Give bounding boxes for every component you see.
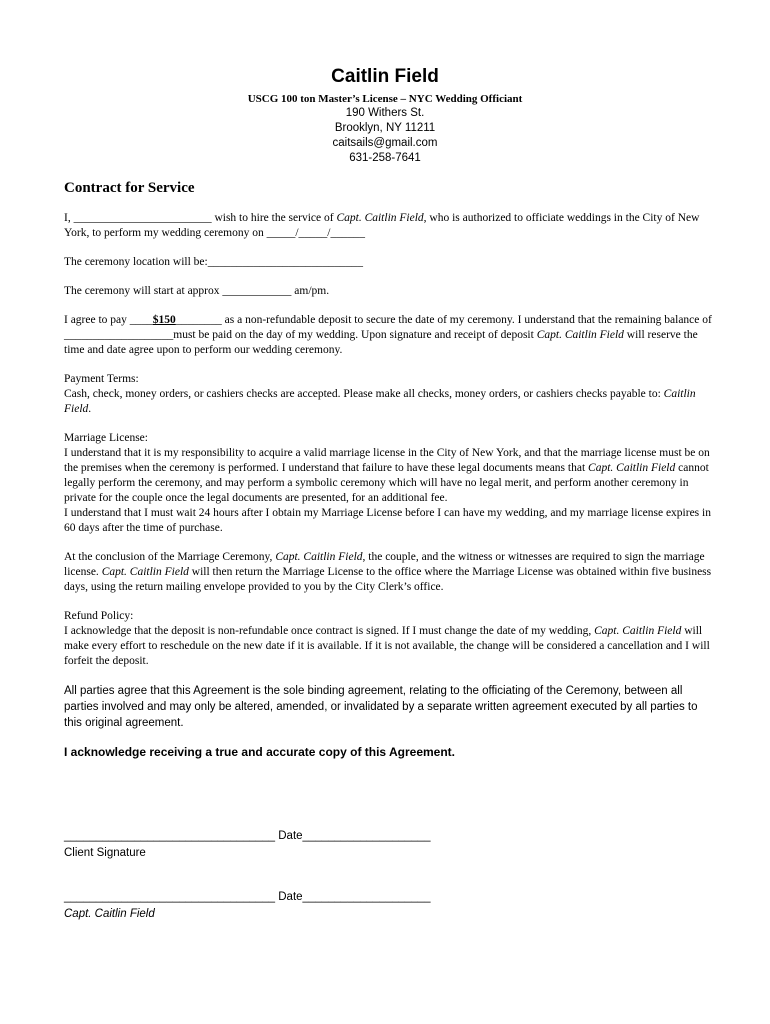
marriage-license-heading: Marriage License:	[64, 432, 148, 444]
refund-text-2: will make every effort to reschedule on the new date if it is available. If it is not available, the change will be considered a cancellation and I will forfeit the deposit.	[64, 625, 710, 667]
payee-name: Caitlin Field	[64, 388, 696, 415]
deposit-text-2: ________ as a non-refundable deposit to secure the date of my ceremony. I understand that the remaining balance of ___________________must be paid on the day of my wedding. Upon signature and receipt of deposit	[64, 314, 712, 341]
payment-text-1: Cash, check, money orders, or cashiers checks are accepted. Please make all checks, money orders, or cashiers checks payable to:	[64, 388, 664, 400]
acknowledgement-line: I acknowledge receiving a true and accurate copy of this Agreement.	[64, 745, 456, 759]
license-text-3: I understand that I must wait 24 hours after I obtain my Marriage License before I can have my wedding, and my marriage license expires in 60 days after the time of purchase.	[64, 507, 711, 534]
conclusion-text-3: will then return the Marriage License to the office where the Marriage License was obtained within five business days, using the return mailing envelope provided to you by the City Clerk’s office.	[64, 566, 712, 593]
deposit-text-1: I agree to pay ____	[64, 314, 153, 326]
intro-paragraph	[64, 211, 714, 241]
officiant-name-ref: Capt. Caitlin Field	[101, 566, 189, 578]
license-text-1: I understand that it is my responsibility to acquire a valid marriage license in the City of New York, and that the marriage license must be on the premises when the ceremony is performed. I understand that failure to have these legal documents means that	[64, 447, 710, 474]
conclusion-text-2: , the couple, and the witness or witnesses are required to sign the marriage license.	[64, 551, 705, 578]
credentials-line: USCG 100 ton Master’s License – NYC Wedding Officiant	[247, 93, 523, 105]
deposit-amount: $150	[152, 314, 176, 326]
payment-terms-section	[64, 372, 714, 417]
client-signature-line: _________________________________ Date____________________	[64, 830, 431, 842]
license-text-2: cannot legally perform the ceremony, and may perform a symbolic ceremony which will have no legal merit, and perform another ceremony in private for the couple once the legal documents are presented, for an additional fee.	[64, 462, 709, 504]
officiant-name-ref: Capt. Caitlin Field	[275, 551, 363, 563]
contract-title: Contract for Service	[64, 180, 195, 196]
officiant-name-ref: Capt. Caitlin Field	[594, 625, 682, 637]
conclusion-paragraph	[64, 550, 714, 595]
deposit-paragraph	[64, 313, 714, 358]
officiant-signature-line: _________________________________ Date____________________	[64, 891, 431, 903]
officiant-name-ref: Capt. Caitlin Field	[336, 212, 424, 224]
email-address: caitsails@gmail.com	[332, 137, 438, 149]
officiant-name-ref: Capt. Caitlin Field	[536, 329, 624, 341]
intro-text-1: I, ________________________ wish to hire the service of	[64, 212, 337, 224]
city-address: Brooklyn, NY 11211	[334, 122, 436, 134]
payment-terms-heading: Payment Terms:	[64, 373, 139, 385]
refund-policy-section	[64, 609, 714, 669]
agreement-paragraph: All parties agree that this Agreement is the sole binding agreement, relating to the officiating of the Ceremony, between all parties involved and may only be altered, amended, or invalidated by a separate written agreement executed by all parties to this original agreement.	[64, 685, 698, 729]
phone-number: 631-258-7641	[349, 152, 421, 164]
officiant-signature-label: Capt. Caitlin Field	[64, 908, 155, 920]
conclusion-text-1: At the conclusion of the Marriage Ceremony,	[64, 551, 276, 563]
letterhead	[0, 66, 770, 166]
refund-text-1: I acknowledge that the deposit is non-refundable once contract is signed. If I must change the date of my wedding,	[64, 625, 595, 637]
contract-body	[64, 178, 714, 760]
payment-text-2: .	[88, 403, 92, 415]
client-signature-label: Client Signature	[64, 847, 146, 859]
start-time-line: The ceremony will start at approx ____________ am/pm.	[64, 285, 330, 297]
deposit-text-3: will reserve the time and date agree upon to perform our wedding ceremony.	[64, 329, 698, 356]
street-address: 190 Withers St.	[345, 107, 425, 119]
officiant-name-ref: Capt. Caitlin Field	[588, 462, 676, 474]
location-line: The ceremony location will be:___________________________	[64, 256, 363, 268]
officiant-name: Caitlin Field	[331, 66, 439, 87]
refund-policy-heading: Refund Policy:	[64, 610, 134, 622]
intro-text-2: , who is authorized to officiate weddings in the City of New York, to perform my wedding ceremony on _____/_____/______	[64, 212, 700, 239]
client-signature-block	[64, 829, 430, 861]
marriage-license-section	[64, 431, 714, 536]
officiant-signature-block	[64, 890, 430, 922]
